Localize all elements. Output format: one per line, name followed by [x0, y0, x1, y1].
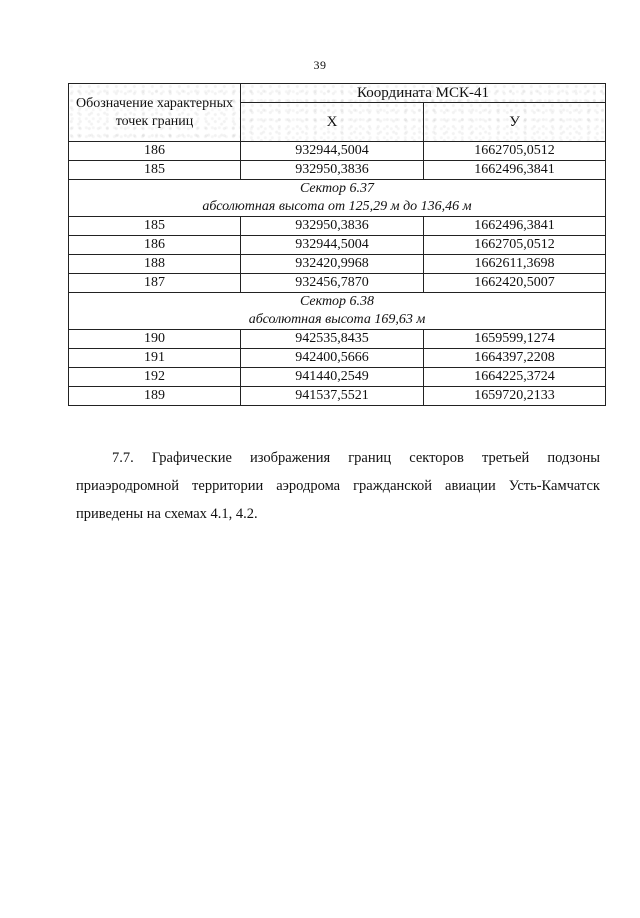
- sector-header-row: [69, 180, 606, 217]
- y-coordinate-cell: 1664397,2208: [424, 349, 606, 368]
- y-coordinate-cell: 1659720,2133: [424, 387, 606, 406]
- point-cell: 192: [69, 368, 241, 387]
- coordinate-system-header: Координата МСК-41: [241, 84, 606, 103]
- section-7-7-paragraph: [76, 444, 600, 528]
- x-coordinate-cell: 932950,3836: [241, 217, 424, 236]
- table-row: [69, 217, 606, 236]
- paragraph-word: аэродрома: [276, 478, 341, 494]
- paragraph-word: авиации: [445, 478, 496, 494]
- sector-altitude: абсолютная высота 169,63 м: [248, 312, 426, 327]
- x-coordinate-cell: 932944,5004: [241, 236, 424, 255]
- sector-header-row: [69, 293, 606, 330]
- paragraph-line: [76, 444, 600, 472]
- table-row: [69, 161, 606, 180]
- x-coordinate-cell: 932420,9968: [241, 255, 424, 274]
- sector-header: [69, 180, 606, 217]
- paragraph-word: 7.7.: [112, 450, 134, 466]
- sector-title: Сектор 6.37: [299, 181, 375, 196]
- paragraph-word: приаэродромной: [76, 478, 180, 494]
- x-coordinate-cell: 932456,7870: [241, 274, 424, 293]
- x-coordinate-cell: 942535,8435: [241, 330, 424, 349]
- paragraph-word: Усть-Камчатск: [508, 478, 600, 494]
- table-body: [69, 142, 606, 406]
- table-row: [69, 274, 606, 293]
- x-column-header: Х: [241, 103, 424, 142]
- sector-title: Сектор 6.38: [299, 294, 375, 309]
- paragraph-word: Графические: [151, 450, 232, 466]
- table-row: [69, 387, 606, 406]
- paragraph-word: схемах: [164, 506, 207, 522]
- paragraph-word: приведены: [76, 506, 144, 522]
- paragraph-line: [76, 500, 600, 528]
- y-coordinate-cell: 1662705,0512: [424, 236, 606, 255]
- point-designation-header: Обозначение характерных точек границ: [69, 84, 241, 142]
- point-cell: 186: [69, 236, 241, 255]
- y-coordinate-cell: 1662420,5007: [424, 274, 606, 293]
- y-coordinate-cell: 1662611,3698: [424, 255, 606, 274]
- table-row: [69, 349, 606, 368]
- paragraph-word: третьей: [481, 450, 530, 466]
- paragraph-line: [76, 472, 600, 500]
- table-row: [69, 255, 606, 274]
- table-row: [69, 330, 606, 349]
- paragraph-word: подзоны: [547, 450, 600, 466]
- point-cell: 188: [69, 255, 241, 274]
- paragraph-word: 4.1,: [210, 506, 233, 522]
- point-cell: 187: [69, 274, 241, 293]
- sector-header: [69, 293, 606, 330]
- paragraph-word: на: [146, 506, 161, 522]
- y-column-header: У: [424, 103, 606, 142]
- paragraph-word: территории: [192, 478, 264, 494]
- point-cell: 185: [69, 161, 241, 180]
- point-cell: 191: [69, 349, 241, 368]
- x-coordinate-cell: 932944,5004: [241, 142, 424, 161]
- point-cell: 186: [69, 142, 241, 161]
- page-number: 39: [313, 58, 327, 72]
- y-coordinate-cell: 1664225,3724: [424, 368, 606, 387]
- y-coordinate-cell: 1662705,0512: [424, 142, 606, 161]
- y-coordinate-cell: 1662496,3841: [424, 161, 606, 180]
- table-row: [69, 236, 606, 255]
- x-coordinate-cell: 941440,2549: [241, 368, 424, 387]
- point-cell: 185: [69, 217, 241, 236]
- paragraph-word: 4.2.: [235, 506, 258, 522]
- y-coordinate-cell: 1659599,1274: [424, 330, 606, 349]
- paragraph-word: границ: [348, 450, 392, 466]
- paragraph-word: секторов: [409, 450, 464, 466]
- y-coordinate-cell: 1662496,3841: [424, 217, 606, 236]
- coordinates-table: [68, 83, 606, 406]
- sector-altitude: абсолютная высота от 125,29 м до 136,46 м: [202, 199, 472, 214]
- table-row: [69, 142, 606, 161]
- paragraph-word: изображения: [249, 450, 331, 466]
- paragraph-word: гражданской: [353, 478, 433, 494]
- x-coordinate-cell: 942400,5666: [241, 349, 424, 368]
- point-cell: 189: [69, 387, 241, 406]
- table-row: [69, 368, 606, 387]
- x-coordinate-cell: 932950,3836: [241, 161, 424, 180]
- x-coordinate-cell: 941537,5521: [241, 387, 424, 406]
- point-cell: 190: [69, 330, 241, 349]
